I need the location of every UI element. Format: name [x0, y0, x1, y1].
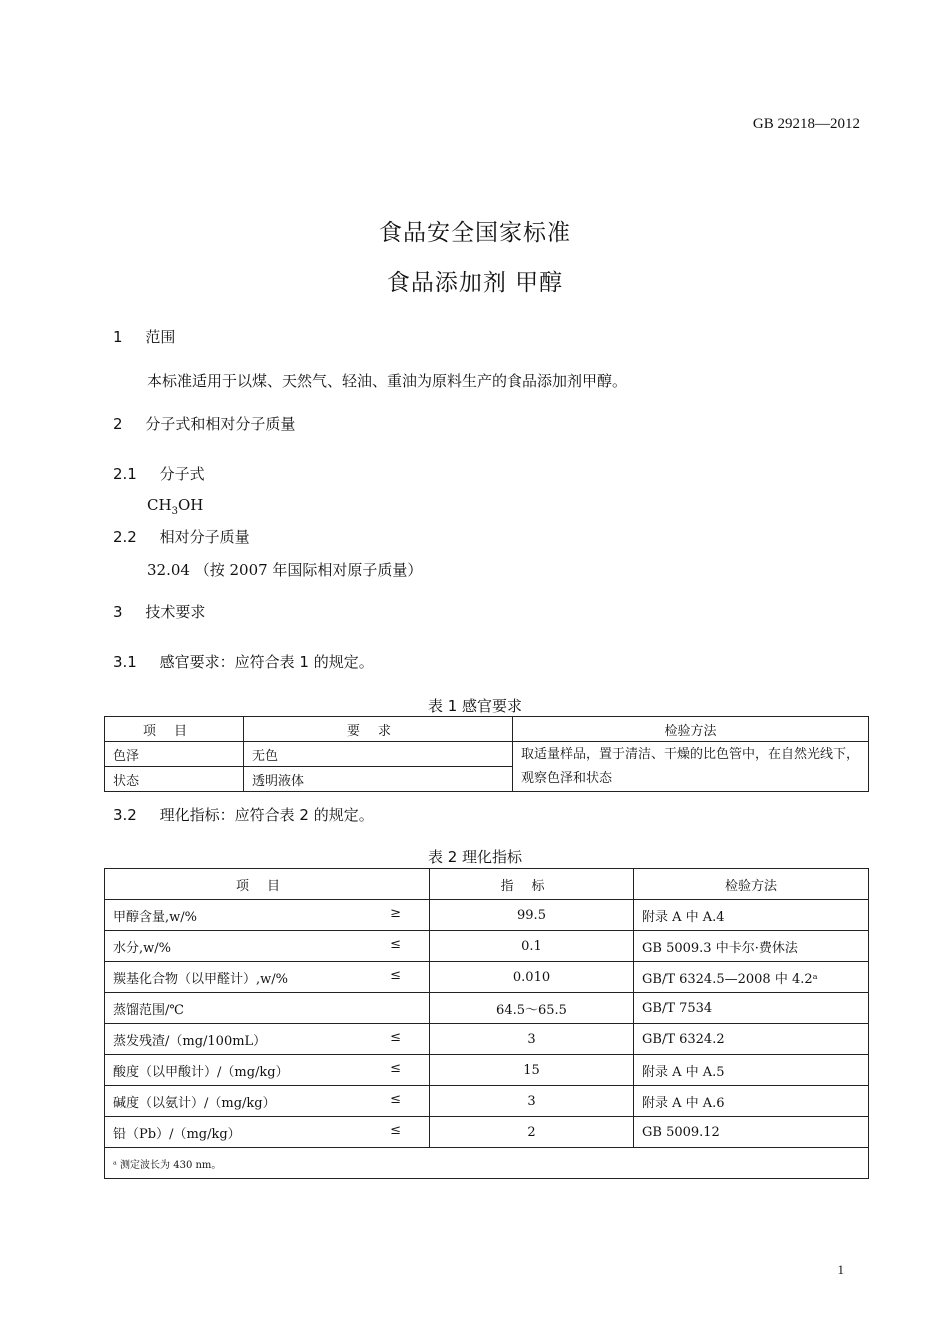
table-note-row: [105, 1148, 869, 1179]
header-method: 检验方法: [513, 717, 869, 742]
section-2-2-heading: [113, 526, 250, 547]
document-subtitle: 食品添加剂 甲醇: [386, 270, 564, 296]
section-3-heading: [113, 601, 205, 622]
cell-value: 0.1: [430, 931, 634, 962]
scope-text: 本标准适用于以煤、天然气、轻油、重油为原料生产的食品添加剂甲醇。: [147, 372, 628, 390]
cell-item: 碱度（以氨计）/（mg/kg） ≤: [105, 1086, 430, 1117]
comparison-symbol: ≤: [390, 967, 401, 983]
cell-item: 蒸发残渣/（mg/100mL） ≤: [105, 1024, 430, 1055]
cell-item: 铅（Pb）/（mg/kg） ≤: [105, 1117, 430, 1148]
cell-value: 99.5: [430, 900, 634, 931]
comparison-symbol: ≤: [390, 1029, 401, 1045]
header-indicator: 指标: [430, 869, 634, 900]
table-row: [105, 1117, 869, 1148]
cell-value: 2: [430, 1117, 634, 1148]
section-number: 2: [113, 415, 123, 433]
cell-method: GB/T 6324.5—2008 中 4.2ᵃ: [634, 962, 869, 993]
table-2-caption: 表 2 理化指标: [427, 848, 523, 866]
cell-method: 附录 A 中 A.5: [634, 1055, 869, 1086]
cell-item: 状态: [105, 767, 244, 792]
cell-method: 取适量样品，置于清洁、干燥的比色管中，在自然光线下，观察色泽和状态: [513, 742, 869, 792]
cell-value: 64.5～65.5: [430, 993, 634, 1024]
section-1-heading: [113, 326, 175, 347]
section-title: 相对分子质量: [159, 528, 250, 546]
cell-item: 水分,w/% ≤: [105, 931, 430, 962]
cell-requirement: 无色: [244, 742, 513, 767]
section-title: 感官要求：应符合表 1 的规定。: [159, 653, 374, 671]
cell-item: 色泽: [105, 742, 244, 767]
comparison-symbol: ≥: [390, 905, 401, 921]
table-row: [105, 742, 869, 767]
header-method: 检验方法: [634, 869, 869, 900]
section-number: 3.2: [113, 806, 137, 824]
cell-value: 3: [430, 1024, 634, 1055]
section-title: 范围: [145, 328, 176, 346]
cell-method: GB 5009.12: [634, 1117, 869, 1148]
cell-requirement: 透明液体: [244, 767, 513, 792]
table-row: [105, 1086, 869, 1117]
section-3-1-heading: [113, 651, 374, 672]
section-number: 2.1: [113, 465, 137, 483]
section-number: 1: [113, 328, 123, 346]
table-row: [105, 1055, 869, 1086]
cell-value: 0.010: [430, 962, 634, 993]
comparison-symbol: ≤: [390, 936, 401, 952]
molecular-mass-text: 32.04 （按 2007 年国际相对原子质量）: [147, 561, 423, 579]
section-number: 3: [113, 603, 123, 621]
table-row: [105, 931, 869, 962]
table-row: [105, 962, 869, 993]
cell-value: 15: [430, 1055, 634, 1086]
section-number: 3.1: [113, 653, 137, 671]
section-2-heading: [113, 413, 295, 434]
table-row: [105, 900, 869, 931]
cell-item: 蒸馏范围/℃: [105, 993, 430, 1024]
cell-method: GB/T 7534: [634, 993, 869, 1024]
sensory-requirements-table: [104, 716, 869, 792]
section-title: 分子式: [159, 465, 205, 483]
cell-item: 酸度（以甲酸计）/（mg/kg） ≤: [105, 1055, 430, 1086]
header-item: 项目: [105, 717, 244, 742]
section-3-2-heading: [113, 804, 374, 825]
table-header-row: [105, 869, 869, 900]
cell-method: 附录 A 中 A.6: [634, 1086, 869, 1117]
cell-value: 3: [430, 1086, 634, 1117]
page-number: 1: [837, 1262, 844, 1277]
section-title: 技术要求: [145, 603, 206, 621]
physicochemical-indicators-table: [104, 868, 869, 1179]
comparison-symbol: ≤: [390, 1091, 401, 1107]
cell-method: GB/T 6324.2: [634, 1024, 869, 1055]
cell-item: 羰基化合物（以甲醛计）,w/% ≤: [105, 962, 430, 993]
standard-number: GB 29218—2012: [752, 116, 860, 132]
molecular-formula: $CH_3OH$: [147, 496, 204, 517]
section-title: 分子式和相对分子质量: [145, 415, 296, 433]
table-row: [105, 1024, 869, 1055]
section-2-1-heading: [113, 463, 205, 484]
header-item: 项目: [105, 869, 430, 900]
cell-item: 甲醇含量,w/% ≥: [105, 900, 430, 931]
comparison-symbol: ≤: [390, 1060, 401, 1076]
section-number: 2.2: [113, 528, 137, 546]
table-row: [105, 993, 869, 1024]
table-1-caption: 表 1 感官要求: [427, 697, 523, 715]
table-header-row: [105, 717, 869, 742]
comparison-symbol: ≤: [390, 1122, 401, 1138]
cell-method: 附录 A 中 A.4: [634, 900, 869, 931]
cell-method: GB 5009.3 中卡尔·费休法: [634, 931, 869, 962]
section-title: 理化指标：应符合表 2 的规定。: [159, 806, 374, 824]
table-note: ᵃ 测定波长为 430 nm。: [105, 1148, 869, 1179]
header-requirement: 要求: [244, 717, 513, 742]
document-title: 食品安全国家标准: [379, 220, 571, 246]
